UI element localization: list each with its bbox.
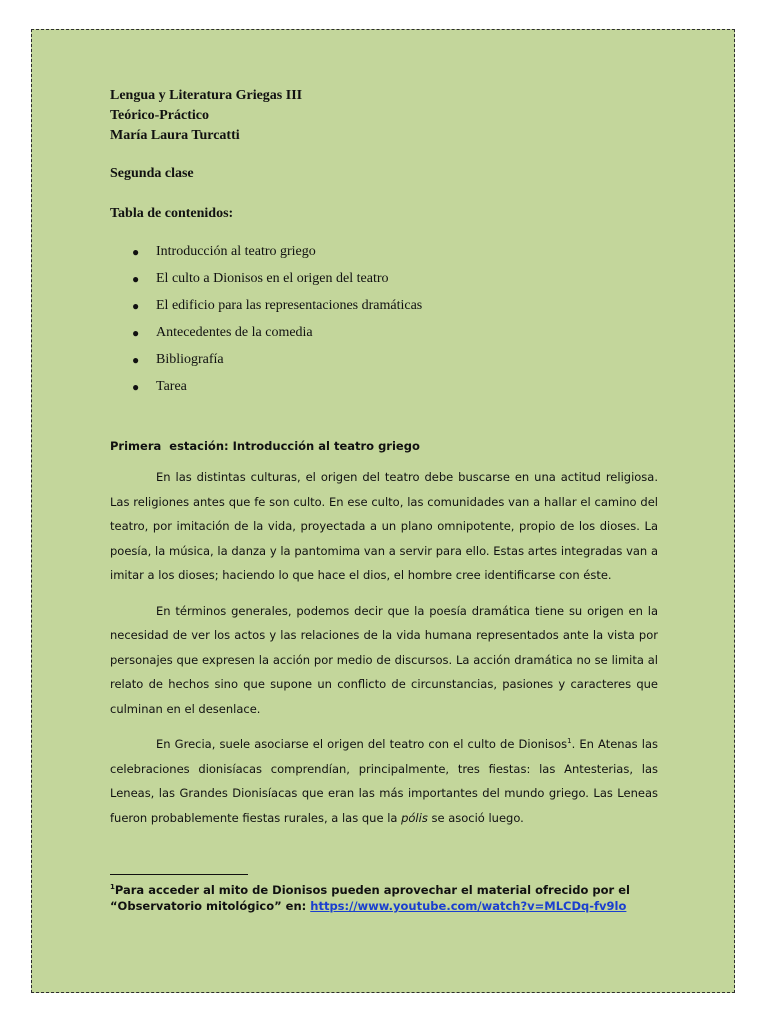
- toc-item-label: Tarea: [156, 379, 187, 394]
- toc-item-label: El edificio para las representaciones dramáticas: [156, 298, 423, 313]
- paragraph: En Grecia, suele asociarse el origen del teatro con el culto de Dionisos$^1$. En Atenas las celebraciones dionisíacas comprendían, principalmente, tres fiestas: las Antesterias, las Leneas, las Grandes Dionisíacas que eran las más importantes del mundo griego. Las Leneas fueron probablemente fiestas rurales, a las que la pólis se asoció luego.: [110, 737, 658, 825]
- bullet-icon: ●: [132, 299, 140, 313]
- author-name: María Laura Turcatti: [110, 128, 240, 143]
- toc-item: [110, 296, 658, 323]
- document-content: [110, 86, 658, 830]
- footnote-number: 1: [110, 883, 115, 891]
- toc-title: Tabla de contenidos:: [110, 206, 234, 221]
- toc-item: [110, 377, 658, 404]
- bullet-icon: ●: [132, 326, 140, 340]
- toc-item-label: El culto a Dionisos en el origen del teatro: [156, 271, 389, 286]
- footnote-text: Para acceder al mito de Dionisos pueden aprovechar el material ofrecido por el “Observatorio mitológico” en:: [110, 882, 630, 913]
- bullet-icon: ●: [132, 380, 140, 394]
- toc-item: [110, 350, 658, 377]
- footnote-ref: 1: [567, 737, 572, 746]
- toc-item-label: Bibliografía: [156, 352, 224, 367]
- footnote: [110, 879, 658, 914]
- paragraph: En términos generales, podemos decir que la poesía dramática tiene su origen en la necesidad de ver los actos y las relaciones de la vida humana representados ante la vista por personajes que expresen la acción por medio de discursos. La acción dramática no se limita al relato de hechos sino que supone un conflicto de circunstancias, pasiones y caracteres que culminan en el desenlace.: [110, 603, 658, 716]
- bullet-icon: ●: [132, 272, 140, 286]
- toc-item: [110, 269, 658, 296]
- toc-item-label: Introducción al teatro griego: [156, 244, 316, 259]
- station-title: Primera estación: Introducción al teatro griego: [110, 439, 420, 453]
- youtube-link[interactable]: https://www.youtube.com/watch?v=MLCDq-fv9lo: [310, 898, 627, 913]
- toc-item: [110, 323, 658, 350]
- course-title: Lengua y Literatura Griegas III: [110, 88, 303, 103]
- paragraph: En las distintas culturas, el origen del teatro debe buscarse en una actitud religiosa. Las religiones antes que fe son culto. En ese culto, las comunidades van a hallar el camino del teatro, por imitación de la vida, proyectada a un plano omnipotente, propio de los dioses. La poesía, la música, la danza y la pantomima van a servir para ello. Estas artes integradas van a imitar a los dioses; haciendo lo que hace el dios, el hombre cree identificarse con éste.: [110, 470, 658, 582]
- toc-item: [110, 242, 658, 269]
- bullet-icon: ●: [132, 245, 140, 259]
- footnote-divider: [110, 874, 248, 875]
- toc-list: [110, 242, 658, 404]
- course-type: Teórico-Práctico: [110, 108, 209, 123]
- class-label: Segunda clase: [110, 166, 194, 181]
- toc-item-label: Antecedentes de la comedia: [156, 325, 313, 340]
- bullet-icon: ●: [132, 353, 140, 367]
- document-page: [31, 29, 735, 993]
